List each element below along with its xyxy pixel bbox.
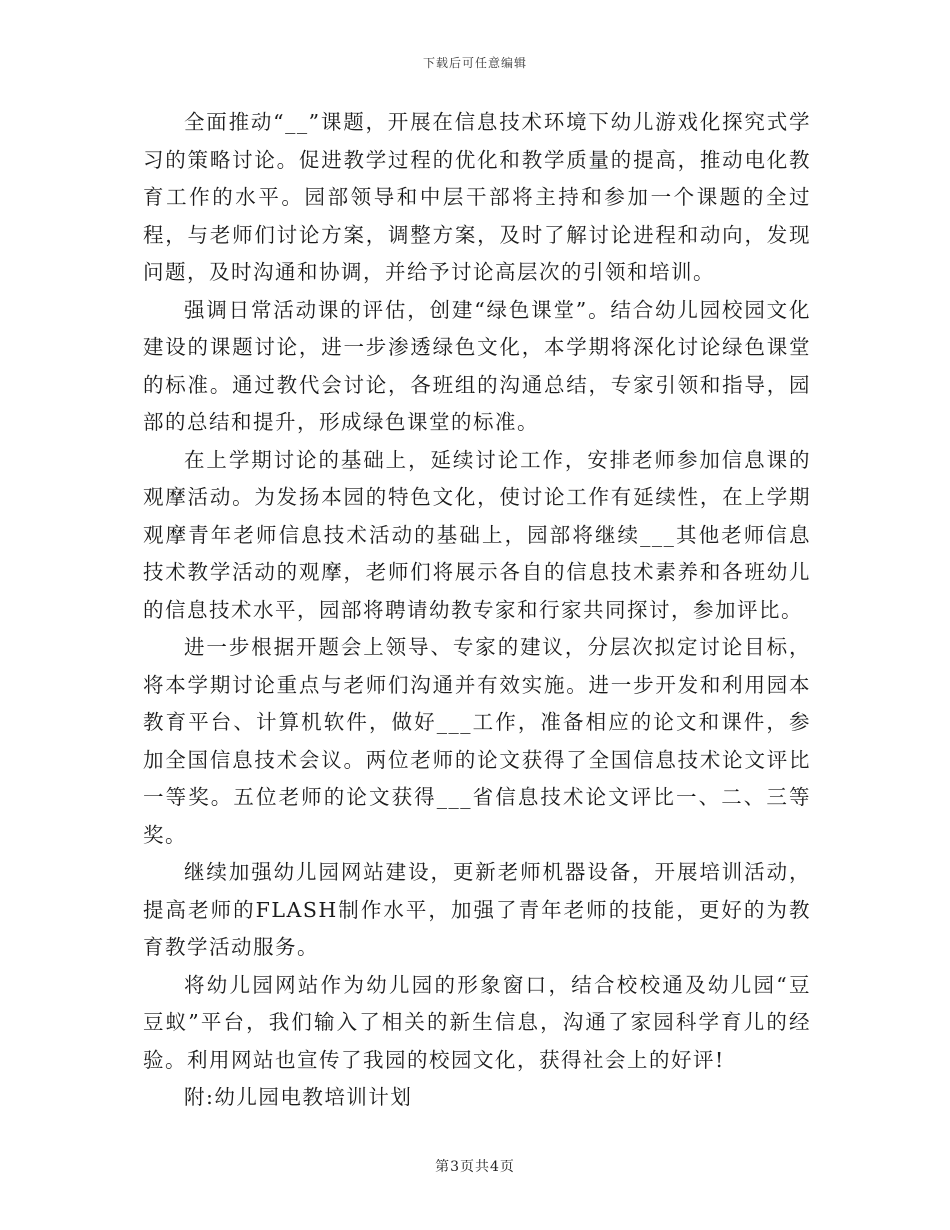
- document-body: [143, 104, 811, 1117]
- page-header-note: 下载后可任意编辑: [422, 56, 527, 70]
- paragraph-green-classroom: 强调日常活动课的评估，创建“绿色课堂”。结合幼儿园校园文化建设的课题讨论，进一步渗透绿色文化，本学期将深化讨论绿色课堂的标准。通过教代会讨论，各班组的沟通总结，专家引领和指导，园部的总结和提升，形成绿色课堂的标准。: [143, 297, 811, 434]
- paragraph-observation-activity: 在上学期讨论的基础上，延续讨论工作，安排老师参加信息课的观摩活动。为发扬本园的特色文化，使讨论工作有延续性，在上学期观摩青年老师信息技术活动的基础上，园部将继续___其他老师信息技术教学活动的观摩，老师们将展示各自的信息技术素养和各班幼儿的信息技术水平，园部将聘请幼教专家和行家共同探讨，参加评比。: [143, 447, 811, 622]
- paragraph-research-goals: 进一步根据开题会上领导、专家的建议，分层次拟定讨论目标，将本学期讨论重点与老师们沟通并有效实施。进一步开发和利用园本教育平台、计算机软件，做好___工作，准备相应的论文和课件，参加全国信息技术会议。两位老师的论文获得了全国信息技术论文评比一等奖。五位老师的论文获得___省信息技术论文评比一、二、三等奖。: [143, 635, 811, 847]
- page-number-footer: 第3页共4页: [435, 1159, 515, 1175]
- paragraph-website-window: 将幼儿园网站作为幼儿园的形象窗口，结合校校通及幼儿园“豆豆蚁”平台，我们输入了相关的新生信息，沟通了家园科学育儿的经验。利用网站也宣传了我园的校园文化，获得社会上的好评!: [143, 972, 811, 1072]
- paragraph-appendix: 附:幼儿园电教培训计划: [184, 1085, 413, 1109]
- paragraph-website-building: 继续加强幼儿园网站建设，更新老师机器设备，开展培训活动，提高老师的FLASH制作水平，加强了青年老师的技能，更好的为教育教学活动服务。: [143, 860, 811, 959]
- paragraph-research-project: 全面推动“__”课题，开展在信息技术环境下幼儿游戏化探究式学习的策略讨论。促进教学过程的优化和教学质量的提高，推动电化教育工作的水平。园部领导和中层干部将主持和参加一个课题的全过程，与老师们讨论方案，调整方案，及时了解讨论进程和动向，发现问题，及时沟通和协调，并给予讨论高层次的引领和培训。: [143, 110, 811, 284]
